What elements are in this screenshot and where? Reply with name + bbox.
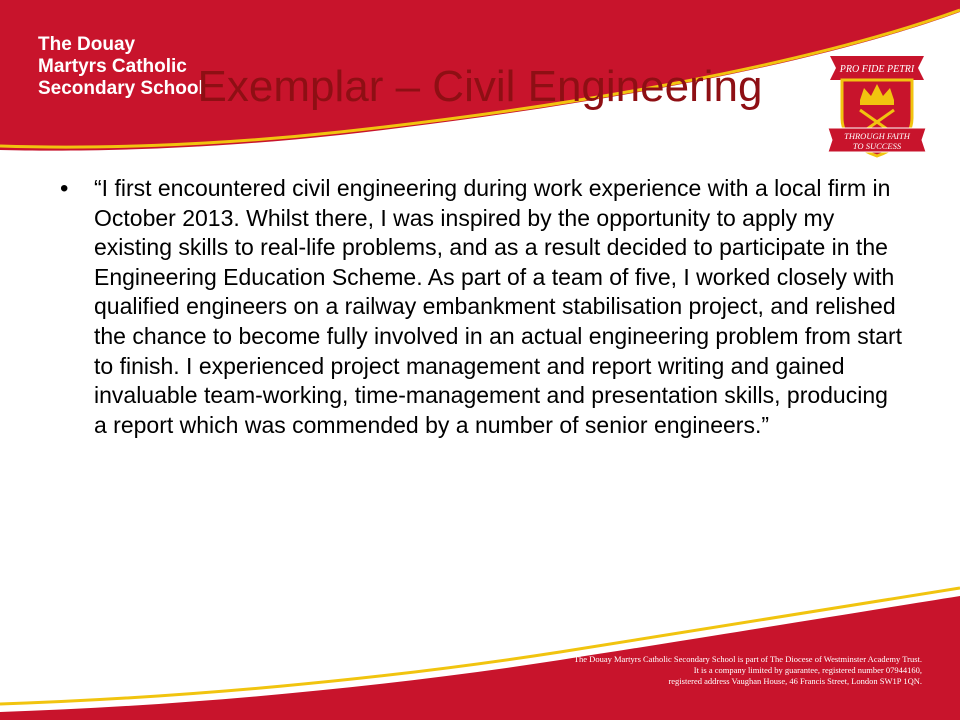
crest-motto-bottom-2: TO SUCCESS <box>852 141 902 151</box>
footer-legal-text <box>542 654 922 687</box>
crest-motto-bottom-1: THROUGH FAITH <box>844 131 910 141</box>
bullet-item <box>60 174 905 440</box>
bullet-text: “I first encountered civil engineering during work experience with a local firm in October 2013. Whilst there, I was inspired by the opportunity to apply my existing skills to real-life problems, and as a result decided to participate in the Engineering Education Scheme. As part of a team of five, I worked closely with qualified engineers on a railway embankment stabilisation project, and relished the chance to become fully involved in an actual engineering problem from start to finish. I experienced project management and report writing and gained invaluable team-working, time-management and presentation skills, producing a report which was commended by a number of senior engineers.” <box>94 175 903 438</box>
slide-title: Exemplar – Civil Engineering <box>197 62 763 111</box>
footer-line-2: It is a company limited by guarantee, registered number 07944160, <box>693 665 922 675</box>
school-name-line-1: The Douay <box>38 34 136 55</box>
crest-motto-top: PRO FIDE PETRI <box>839 64 915 75</box>
footer-line-3: registered address Vaughan House, 46 Francis Street, London SW1P 1QN. <box>668 676 922 686</box>
bullet-dot-icon: • <box>60 175 69 202</box>
school-name-line-3: Secondary School <box>38 78 204 99</box>
footer-line-1: The Douay Martyrs Catholic Secondary School is part of The Diocese of Westminster Academy Trust. <box>573 654 922 664</box>
slide-content <box>60 174 905 440</box>
school-name-line-2: Martyrs Catholic <box>38 56 187 77</box>
